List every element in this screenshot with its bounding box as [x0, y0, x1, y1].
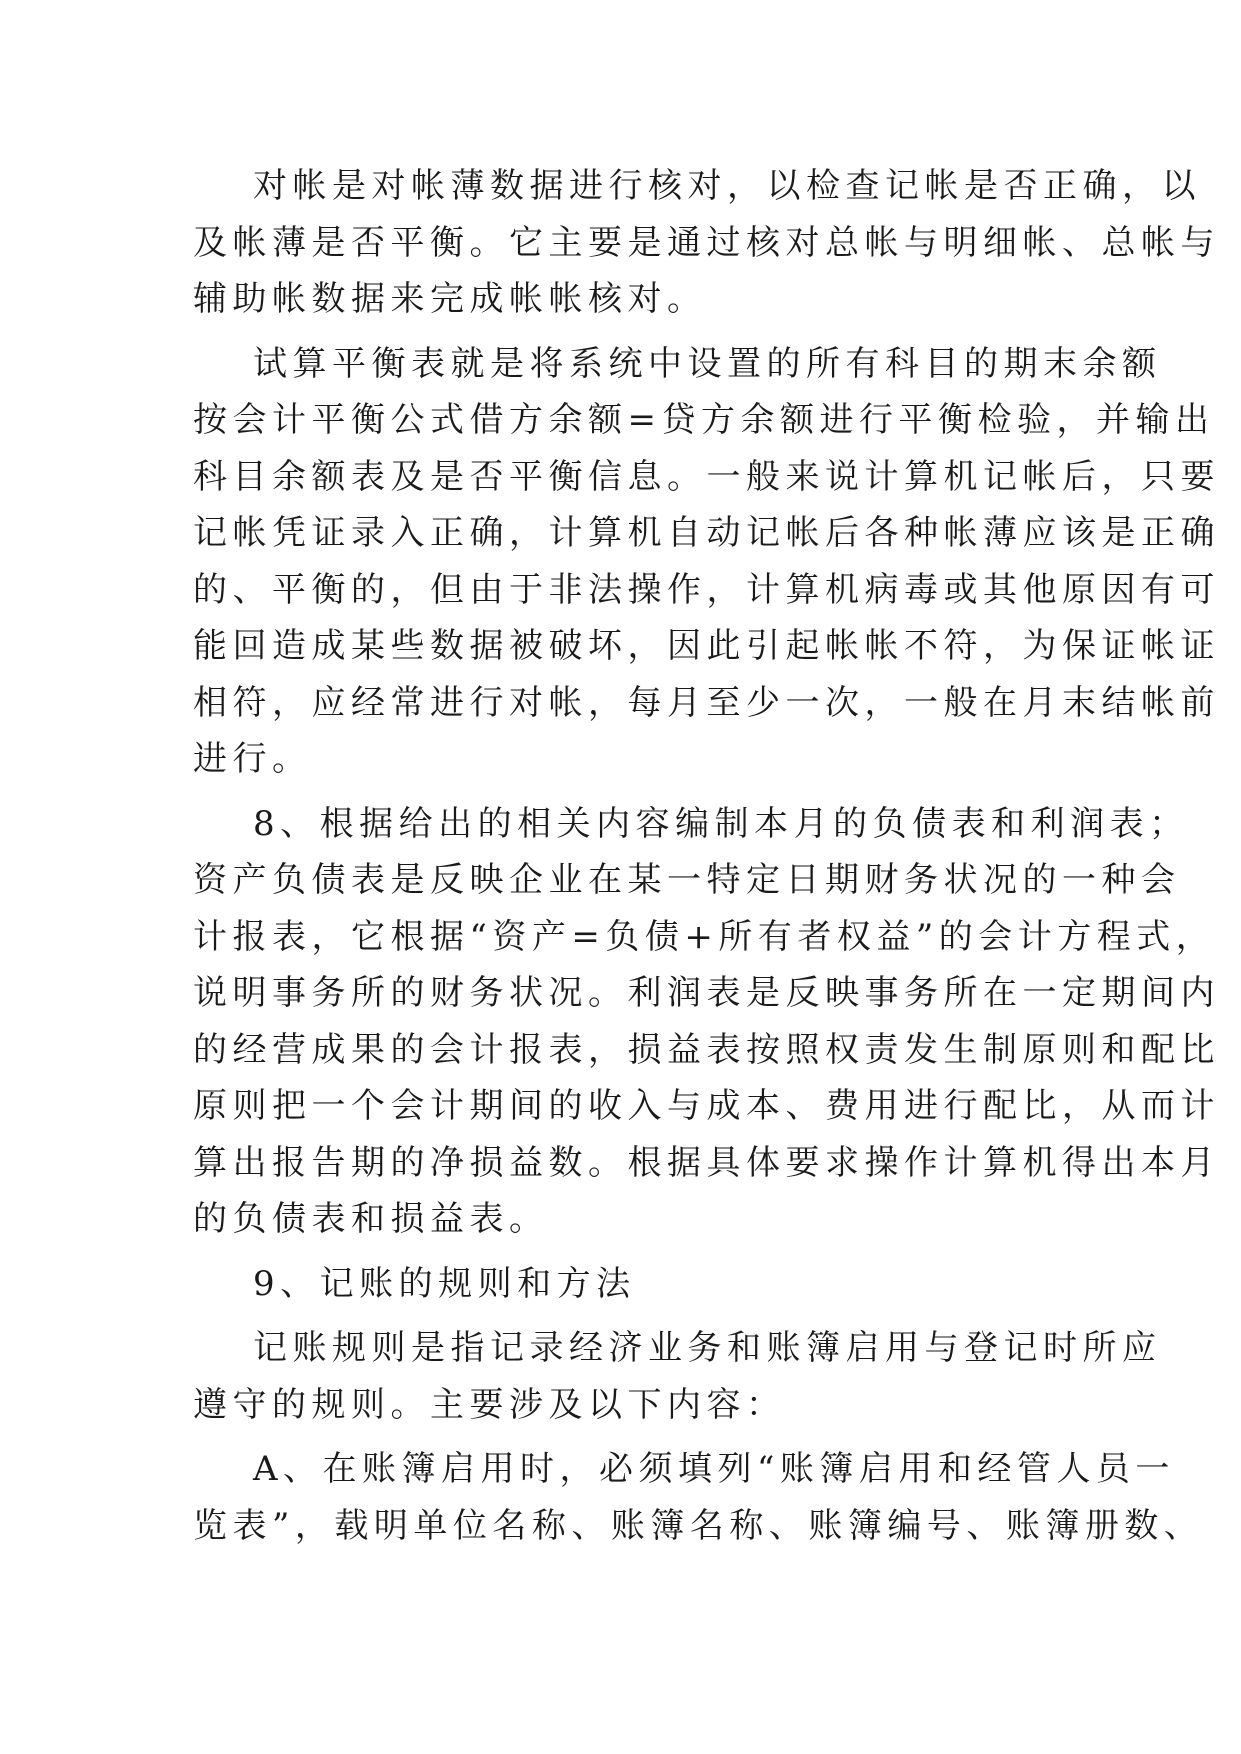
text-line: 资产负债表是反映企业在某一特定日期财务状况的一种会 — [193, 860, 1181, 900]
text-line: 记帐凭证录入正确，计算机自动记帐后各种帐薄应该是正确 — [193, 513, 1220, 553]
text-line: 试算平衡表就是将系统中设置的所有科目的期末余额 — [253, 343, 1162, 384]
text-line: A、在账簿启用时，必须填列“账簿启用和经管人员一 — [253, 1449, 1175, 1489]
text-line: 览表”，载明单位名称、账簿名称、账簿编号、账簿册数、 — [193, 1505, 1204, 1546]
text-line: 相符，应经常进行对帐，每月至少一次，一般在月末结帐前 — [193, 682, 1220, 723]
text-line: 计报表，它根据“资产=负债+所有者权益”的会计方程式， — [193, 916, 1216, 957]
text-line: 的、平衡的，但由于非法操作，计算机病毒或其他原因有可 — [193, 569, 1220, 610]
text-line: 的经营成果的会计报表，损益表按照权责发生制原则和配比 — [193, 1029, 1220, 1070]
text-line: 按会计平衡公式借方余额=贷方余额进行平衡检验，并输出 — [193, 400, 1215, 440]
text-line: 原则把一个会计期间的收入与成本、费用进行配比，从而计 — [193, 1086, 1220, 1126]
text-line: 进行。 — [193, 739, 312, 779]
text-line: 9、记账的规则和方法 — [253, 1263, 636, 1304]
text-line: 能回造成某些数据被破坏，因此引起帐帐不符，为保证帐证 — [193, 626, 1220, 666]
text-line: 记账规则是指记录经济业务和账簿启用与登记时所应 — [253, 1328, 1162, 1368]
text-line: 科目余额表及是否平衡信息。一般来说计算机记帐后，只要 — [193, 456, 1220, 497]
text-line: 对帐是对帐薄数据进行核对，以检查记帐是否正确，以 — [253, 166, 1201, 206]
text-line: 算出报告期的净损益数。根据具体要求操作计算机得出本月 — [193, 1142, 1220, 1183]
text-line: 辅助帐数据来完成帐帐核对。 — [193, 279, 707, 319]
document-body — [193, 158, 1220, 1554]
text-line: 说明事务所的财务状况。利润表是反映事务所在一定期间内 — [193, 973, 1220, 1013]
text-line: 8、根据给出的相关内容编制本月的负债表和利润表； — [253, 803, 1189, 844]
text-line: 的负债表和损益表。 — [193, 1199, 549, 1239]
text-line: 及帐薄是否平衡。它主要是通过核对总帐与明细帐、总帐与 — [193, 222, 1220, 263]
text-line: 遵守的规则。主要涉及以下内容： — [193, 1384, 786, 1425]
